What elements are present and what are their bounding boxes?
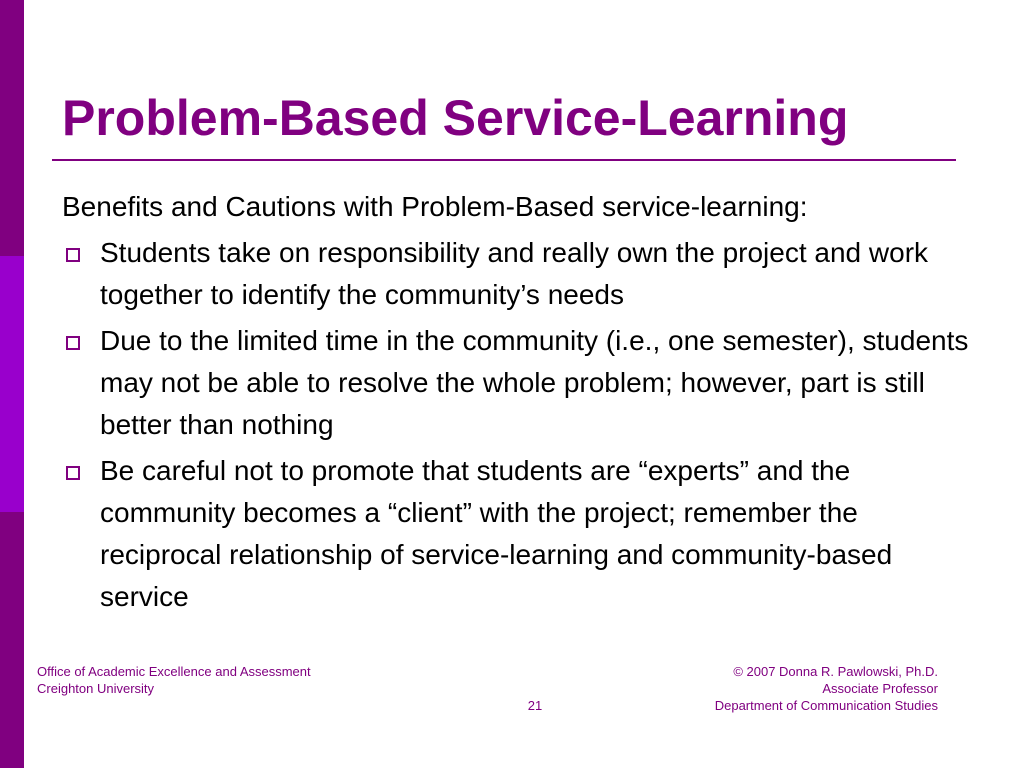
bullet-item <box>62 320 974 446</box>
footer-department: Department of Communication Studies <box>714 698 938 713</box>
footer-right <box>715 663 938 714</box>
intro-text: Benefits and Cautions with Problem-Based service-learning: <box>62 191 808 222</box>
bullet-text: Students take on responsibility and really own the project and work together to identify the community’s needs <box>100 237 929 310</box>
title-underline <box>52 159 956 161</box>
side-bar-segment-middle <box>0 256 24 512</box>
hollow-square-bullet-icon <box>66 248 80 262</box>
side-bar-segment-top <box>0 0 24 256</box>
side-accent-bar <box>0 0 24 768</box>
hollow-square-bullet-icon <box>66 336 80 350</box>
bullet-text: Due to the limited time in the community (i.e., one semester), students may not be able to resolve the whole problem; however, part is still better than nothing <box>100 325 969 440</box>
slide-body <box>62 186 974 622</box>
footer-position: Associate Professor <box>822 681 938 696</box>
slide-title: Problem-Based Service-Learning <box>62 90 849 146</box>
bullet-item <box>62 450 974 618</box>
footer-copyright: © 2007 Donna R. Pawlowski, Ph.D. <box>733 664 938 679</box>
bullet-text: Be careful not to promote that students are “experts” and the community becomes a “client” with the project; remember the reciprocal relationship of service-learning and community-based service <box>100 455 893 612</box>
footer-office: Office of Academic Excellence and Assessment <box>37 664 311 679</box>
hollow-square-bullet-icon <box>66 466 80 480</box>
footer-university: Creighton University <box>37 681 155 696</box>
bullet-list <box>62 232 974 618</box>
page-number: 21 <box>527 698 543 713</box>
footer-left <box>37 663 311 697</box>
bullet-item <box>62 232 974 316</box>
side-bar-segment-bottom <box>0 512 24 768</box>
